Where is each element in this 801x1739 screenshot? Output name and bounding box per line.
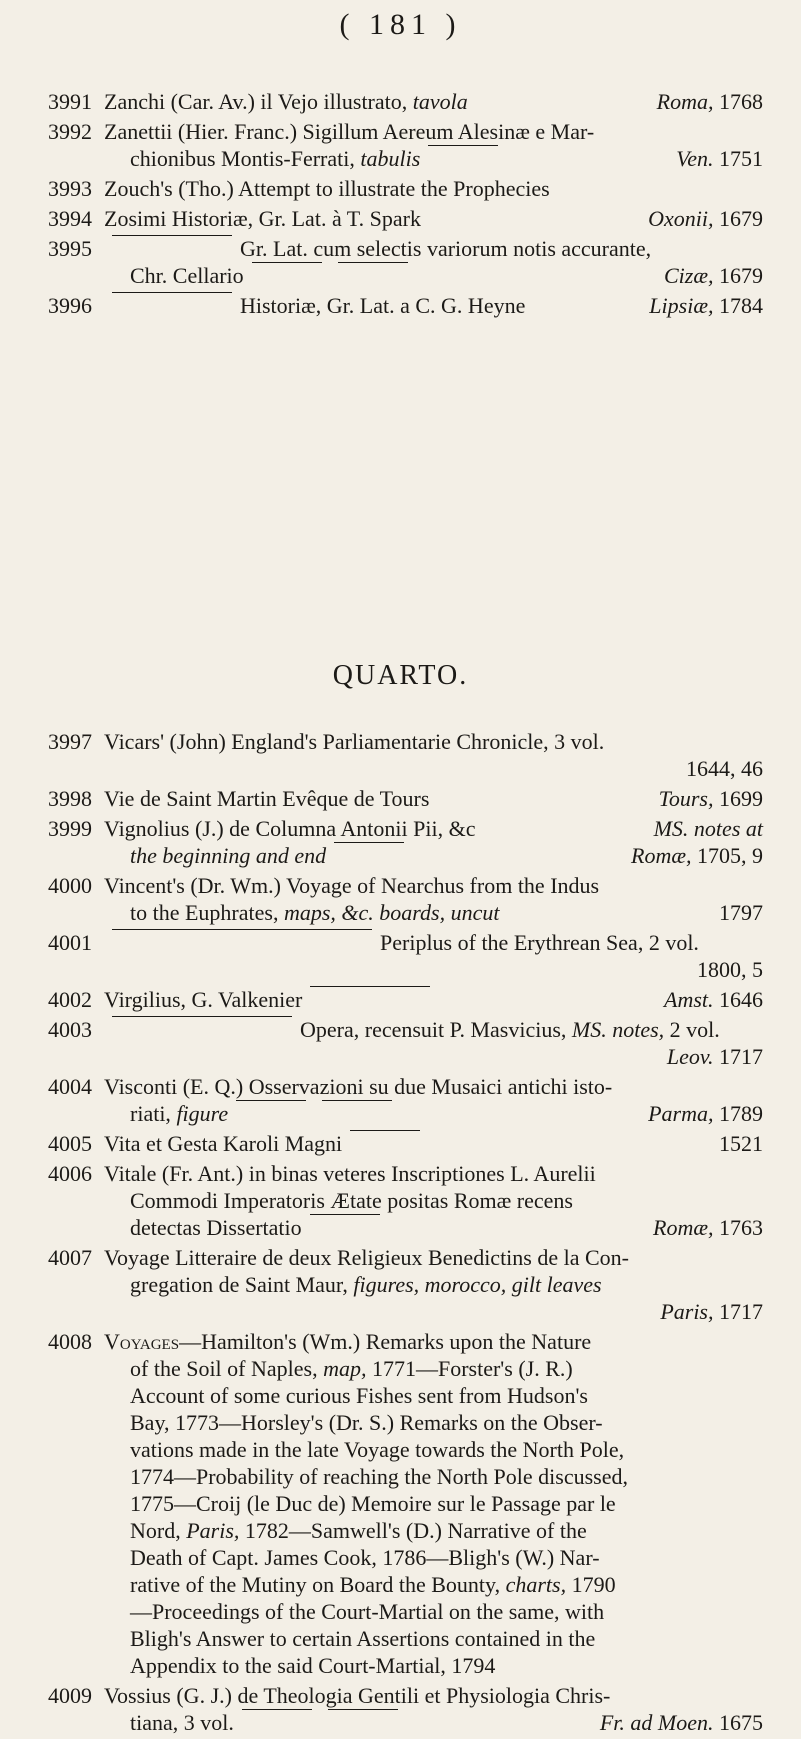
- list-item: 3994 Zosimi Historiæ, Gr. Lat. à T. Spark Oxonii, 1679: [48, 206, 763, 231]
- list-item: 4006 Vitale (Fr. Ant.) in binas veteres Inscriptiones L. Aurelii Commodi Imperatoris Ætate positas Romæ recens detectas Dissertatio Romæ, 1763: [48, 1161, 763, 1240]
- list-item: 3992 Zanettii (Hier. Franc.) Sigillum Aereum Alesinæ e Mar- chionibus Montis-Ferrati, tabulis Ven. 1751: [48, 119, 763, 171]
- list-item: 4000 Vincent's (Dr. Wm.) Voyage of Nearchus from the Indus to the Euphrates, maps, &c. boards, uncut 1797: [48, 873, 763, 925]
- page-number: ( 181 ): [339, 8, 462, 41]
- list-item: 4002 Virgilius, G. Valkenier Amst. 1646: [48, 987, 763, 1012]
- list-item: 3991 Zanchi (Car. Av.) il Vejo illustrato, tavola Roma, 1768: [48, 89, 763, 114]
- list-item: 4007 Voyage Litteraire de deux Religieux Benedictins de la Con- gregation de Saint Maur, figures, morocco, gilt leaves Paris, 1717: [48, 1245, 763, 1324]
- list-item: 4004 Visconti (E. Q.) Osservazioni su due Musaici antichi isto- riati, figure Parma, 1789: [48, 1074, 763, 1126]
- list-item: 3993 Zouch's (Tho.) Attempt to illustrate the Prophecies: [48, 176, 550, 201]
- list-item: 4009 Vossius (G. J.) de Theologia Gentili et Physiologia Chris- tiana, 3 vol. Fr. ad Moen. 1675: [48, 1683, 763, 1735]
- list-item: 4001 Periplus of the Erythrean Sea, 2 vol. 1800, 5: [48, 930, 763, 982]
- list-item: 4005 Vita et Gesta Karoli Magni 1521: [48, 1131, 763, 1156]
- entries-quarto: [48, 728, 763, 1739]
- list-item: 4008 Voyages—Hamilton's (Wm.) Remarks upon the Nature of the Soil of Naples, map, 1771—Forster's (J. R.) Account of some curious Fishes sent from Hudson's Bay, 1773—Horsley's (Dr. S.) Remarks on the Obser- vations made in the late Voyage towards the North Pole, 1774—Probability of reaching the North Pole discussed, 1775—Croij (le Duc de) Memoire sur le Passage par le Nord, Paris, 1782—Samwell's (D.) Narrative of the Death of Capt. James Cook, 1786—Bligh's (W.) Nar- rative of the Mutiny on Board the Bounty, charts, 1790 —Proceedings of the Court-Martial on the same, with Bligh's Answer to certain Assertions contained in the Appendix to the said Court-Martial, 1794: [48, 1329, 628, 1678]
- list-item: 3998 Vie de Saint Martin Evêque de Tours Tours, 1699: [48, 786, 763, 811]
- list-item: 3995 Gr. Lat. cum selectis variorum notis accurante, Chr. Cellario Cizæ, 1679: [48, 236, 763, 288]
- entries-top: [48, 88, 763, 322]
- list-item: 3997 Vicars' (John) England's Parliamentarie Chronicle, 3 vol. 1644, 46: [48, 729, 763, 781]
- list-item: 4003 Opera, recensuit P. Masvicius, MS. notes, 2 vol. Leov. 1717: [48, 1017, 763, 1069]
- list-item: 3999 Vignolius (J.) de Columna Antonii Pii, &c MS. notes at the beginning and end Romæ, 1705, 9: [48, 816, 763, 868]
- section-heading: QUARTO.: [332, 660, 469, 691]
- list-item: 3996 Historiæ, Gr. Lat. a C. G. Heyne Lipsiæ, 1784: [48, 293, 763, 318]
